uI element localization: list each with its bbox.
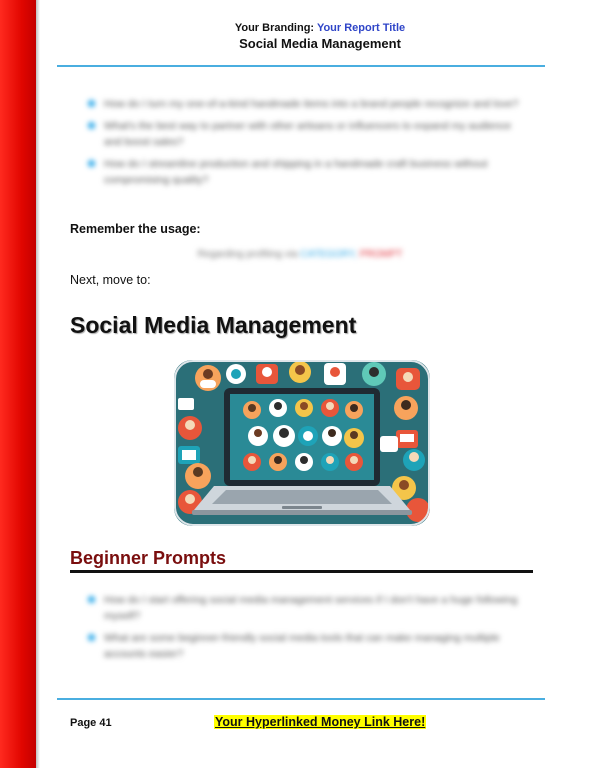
bullet-text: How do I streamline production and shipping in a handmade craft business without compromising quality? [104, 158, 488, 186]
bullet-dot-icon [88, 100, 95, 107]
bullet-dot-icon [88, 596, 95, 603]
top-bullet-list [88, 96, 528, 194]
bullet-dot-icon [88, 122, 95, 129]
usage-prompt: PROMPT [359, 249, 403, 260]
list-item [88, 592, 528, 624]
usage-prefix: Regarding profiting via [197, 249, 298, 260]
bullet-dot-icon [88, 634, 95, 641]
list-item [88, 156, 528, 188]
list-item [88, 96, 528, 112]
bullet-text: How do I turn my one-of-a-kind handmade items into a brand people recognize and love? [104, 98, 519, 110]
laptop [192, 388, 412, 515]
sub-section-rule [70, 570, 533, 573]
page-header [40, 22, 600, 51]
list-item [88, 118, 528, 150]
footer-rule [57, 698, 545, 700]
branding-label: Your Branding: [234, 22, 315, 34]
list-item [88, 630, 528, 662]
beginner-bullet-list [88, 592, 528, 668]
side-bar-shadow [36, 0, 40, 768]
report-title: Your Report Title [316, 22, 406, 34]
next-move-label: Next, move to: [70, 273, 151, 287]
usage-category: CATEGORY, [300, 249, 357, 260]
bullet-text: What's the best way to partner with other artisans or influencers to expand my audience and boost sales? [104, 120, 512, 148]
bullet-text: How do I start offering social media management services if I don't have a huge following myself? [104, 594, 518, 622]
branding-line [40, 22, 600, 34]
money-link[interactable]: Your Hyperlinked Money Link Here! [215, 715, 426, 729]
bullet-text: What are some beginner-friendly social media tools that can make managing multiple accounts easier? [104, 632, 500, 660]
sub-section-title: Beginner Prompts [70, 548, 227, 568]
page-number: Page 41 [70, 717, 112, 729]
header-rule [57, 65, 545, 67]
remember-label: Remember the usage: [70, 222, 201, 236]
laptop-social-network-illustration [174, 360, 430, 526]
usage-line [0, 249, 600, 260]
header-subtitle: Social Media Management [239, 36, 401, 51]
red-side-bar [0, 0, 36, 768]
bullet-dot-icon [88, 160, 95, 167]
section-title: Social Media Management [70, 312, 357, 338]
